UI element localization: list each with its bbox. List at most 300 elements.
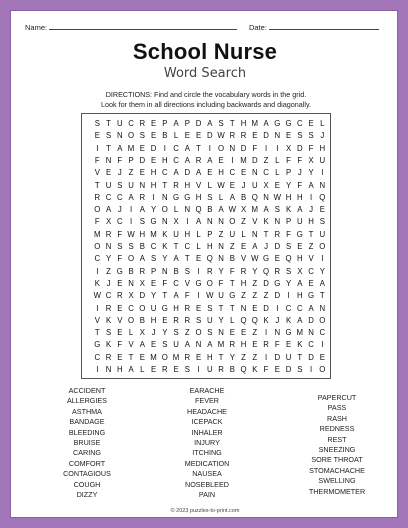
- grid-letter: Q: [285, 254, 292, 264]
- grid-letter: K: [263, 315, 269, 325]
- grid-letter: N: [229, 143, 236, 153]
- grid-letter: D: [285, 365, 292, 374]
- grid-letter: E: [218, 155, 224, 165]
- grid-letter: F: [297, 155, 303, 165]
- grid-letter: E: [150, 119, 157, 128]
- grid-letter: D: [274, 291, 281, 301]
- grid-letter: C: [105, 192, 112, 202]
- grid-letter: B: [229, 254, 235, 264]
- grid-letter: Y: [308, 168, 314, 178]
- grid-letter: G: [296, 229, 303, 239]
- grid-letter: T: [106, 119, 111, 128]
- grid-letter: K: [94, 278, 100, 288]
- grid-letter: U: [206, 365, 213, 374]
- grid-letter: S: [128, 242, 134, 251]
- grid-letter: P: [128, 155, 134, 165]
- grid-letter: R: [173, 315, 179, 325]
- grid-letter: C: [173, 278, 179, 288]
- grid-letter: R: [218, 365, 224, 374]
- grid-letter: E: [195, 352, 202, 362]
- grid-letter: P: [285, 217, 292, 227]
- grid-letter: M: [150, 229, 157, 239]
- grid-letter: I: [309, 365, 313, 374]
- grid-letter: U: [285, 352, 292, 362]
- grid-row: [82, 216, 330, 228]
- grid-letter: D: [263, 278, 269, 288]
- grid-letter: A: [128, 365, 134, 374]
- grid-letter: E: [308, 278, 314, 288]
- grid-row: [82, 339, 330, 351]
- grid-letter: Y: [319, 266, 325, 276]
- grid-letter: D: [195, 119, 202, 128]
- grid-row: [82, 167, 330, 179]
- grid-letter: N: [218, 217, 224, 227]
- grid-letter: X: [285, 143, 292, 153]
- grid-letter: H: [319, 143, 326, 153]
- grid-letter: R: [173, 180, 179, 190]
- grid-letter: I: [321, 340, 324, 350]
- grid-letter: C: [285, 303, 292, 313]
- name-label: Name:: [25, 23, 48, 32]
- grid-letter: O: [128, 131, 135, 141]
- grid-letter: X: [139, 328, 145, 338]
- grid-letter: Q: [263, 266, 270, 276]
- grid-letter: P: [184, 119, 190, 128]
- grid-letter: L: [196, 242, 201, 251]
- grid-letter: T: [263, 229, 269, 239]
- grid-row: [82, 118, 330, 130]
- grid-letter: M: [251, 205, 259, 215]
- grid-letter: J: [241, 180, 246, 190]
- grid-letter: V: [117, 315, 123, 325]
- grid-letter: W: [217, 131, 225, 141]
- grid-letter: R: [139, 119, 146, 128]
- grid-letter: R: [105, 229, 112, 239]
- grid-row: [82, 315, 330, 327]
- word-list-item: CONTAGIOUS: [63, 469, 111, 479]
- grid-letter: U: [150, 303, 157, 313]
- grid-letter: N: [128, 278, 134, 288]
- grid-letter: L: [140, 365, 145, 374]
- grid-letter: N: [105, 155, 112, 165]
- grid-letter: E: [274, 254, 280, 264]
- grid-letter: G: [308, 291, 315, 301]
- grid-letter: I: [264, 352, 268, 362]
- word-list-item: PAIN: [198, 490, 216, 500]
- grid-letter: R: [240, 266, 247, 276]
- grid-letter: G: [161, 303, 168, 313]
- grid-letter: T: [128, 352, 134, 362]
- word-list-item: FEVER: [195, 396, 219, 406]
- grid-letter: C: [308, 266, 314, 276]
- grid-letter: A: [128, 192, 134, 202]
- grid-letter: N: [308, 328, 314, 338]
- grid-letter: K: [285, 205, 292, 215]
- grid-letter: S: [319, 217, 325, 227]
- grid-letter: J: [106, 278, 111, 288]
- grid-row: [82, 352, 330, 364]
- grid-letter: S: [285, 266, 292, 276]
- grid-letter: S: [105, 131, 112, 141]
- grid-letter: E: [94, 131, 100, 141]
- directions-line-1: DIRECTIONS: Find and circle the vocabulary words in the grid.: [105, 90, 307, 99]
- grid-row: [82, 204, 330, 216]
- grid-letter: L: [196, 229, 201, 239]
- grid-letter: A: [139, 340, 145, 350]
- grid-letter: Z: [252, 291, 258, 301]
- grid-letter: U: [251, 180, 258, 190]
- grid-letter: E: [308, 119, 314, 128]
- grid-letter: C: [128, 119, 134, 128]
- grid-letter: F: [308, 143, 314, 153]
- word-list-item: NAUSEA: [192, 469, 222, 479]
- grid-letter: H: [184, 229, 191, 239]
- grid-letter: K: [105, 340, 112, 350]
- grid-letter: E: [319, 352, 325, 362]
- grid-letter: L: [275, 155, 280, 165]
- grid-letter: T: [106, 143, 111, 153]
- grid-letter: X: [173, 217, 179, 227]
- grid-letter: A: [218, 205, 224, 215]
- grid-letter: Q: [319, 192, 326, 202]
- grid-letter: C: [319, 328, 326, 338]
- grid-letter: S: [117, 180, 123, 190]
- grid-letter: D: [184, 168, 191, 178]
- grid-letter: Z: [241, 352, 246, 362]
- grid-letter: B: [240, 192, 247, 202]
- grid-letter: S: [150, 254, 157, 264]
- grid-row: [82, 327, 330, 339]
- grid-letter: U: [229, 229, 236, 239]
- grid-letter: D: [139, 155, 146, 165]
- grid-letter: F: [218, 278, 224, 288]
- grid-letter: E: [240, 242, 247, 251]
- grid-letter: A: [207, 155, 213, 165]
- grid-letter: A: [297, 205, 303, 215]
- name-line: [49, 22, 237, 30]
- grid-letter: G: [116, 266, 123, 276]
- word-list-item: SNEEZING: [318, 445, 356, 455]
- grid-letter: I: [96, 365, 99, 374]
- grid-letter: N: [240, 303, 247, 313]
- grid-row: [82, 130, 330, 142]
- grid-letter: D: [296, 143, 303, 153]
- grid-letter: H: [285, 192, 292, 202]
- grid-letter: N: [274, 131, 281, 141]
- grid-letter: F: [117, 254, 123, 264]
- grid-letter: Y: [105, 254, 112, 264]
- grid-letter: L: [230, 315, 235, 325]
- grid-letter: E: [297, 242, 303, 251]
- word-list-item: COUGH: [73, 479, 101, 489]
- grid-letter: A: [195, 168, 202, 178]
- word-list-item: MEDICATION: [184, 458, 230, 468]
- grid-letter: W: [217, 180, 225, 190]
- grid-letter: H: [116, 365, 123, 374]
- grid-letter: D: [240, 143, 247, 153]
- grid-letter: G: [229, 291, 236, 301]
- grid-letter: F: [286, 155, 291, 165]
- grid-letter: N: [218, 328, 224, 338]
- grid-letter: N: [274, 217, 281, 227]
- word-list-item: REDNESS: [319, 424, 355, 434]
- word-list-item: INJURY: [194, 438, 220, 448]
- grid-letter: M: [251, 119, 259, 128]
- grid-letter: N: [263, 192, 269, 202]
- grid-letter: T: [229, 119, 235, 128]
- grid-letter: O: [94, 242, 101, 251]
- grid-letter: N: [105, 242, 112, 251]
- grid-letter: U: [319, 229, 326, 239]
- grid-letter: R: [229, 131, 236, 141]
- grid-letter: Y: [252, 266, 258, 276]
- grid-letter: W: [228, 205, 236, 215]
- grid-letter: W: [93, 291, 101, 301]
- grid-letter: E: [285, 131, 292, 141]
- grid-letter: Y: [285, 278, 292, 288]
- grid-letter: D: [263, 303, 269, 313]
- grid-letter: I: [197, 291, 200, 301]
- word-list-item: ASTHMA: [72, 406, 102, 416]
- grid-letter: E: [240, 328, 247, 338]
- grid-letter: Q: [206, 254, 213, 264]
- grid-letter: N: [319, 303, 326, 313]
- grid-letter: E: [229, 180, 235, 190]
- grid-letter: R: [184, 315, 191, 325]
- grid-letter: J: [297, 168, 302, 178]
- grid-letter: Z: [184, 328, 190, 338]
- grid-letter: T: [94, 328, 100, 338]
- grid-letter: H: [296, 291, 303, 301]
- grid-letter: T: [229, 278, 235, 288]
- grid-letter: G: [274, 278, 281, 288]
- grid-letter: Y: [150, 205, 157, 215]
- grid-letter: Q: [240, 315, 247, 325]
- grid-letter: H: [161, 155, 168, 165]
- grid-letter: I: [197, 266, 200, 276]
- grid-letter: E: [252, 340, 258, 350]
- grid-letter: I: [208, 143, 211, 153]
- grid-letter: E: [105, 168, 112, 178]
- word-list-item: ACCIDENT: [68, 386, 106, 395]
- grid-letter: R: [139, 192, 146, 202]
- grid-letter: E: [285, 340, 292, 350]
- grid-letter: E: [195, 303, 202, 313]
- grid-letter: J: [117, 205, 122, 215]
- grid-letter: F: [229, 266, 235, 276]
- directions: [47, 90, 365, 110]
- grid-letter: T: [308, 229, 314, 239]
- word-list-column-2: [167, 386, 247, 500]
- word-list-item: COMFORT: [68, 458, 106, 468]
- grid-letter: U: [116, 119, 123, 128]
- grid-letter: C: [94, 352, 101, 362]
- word-list-item: ICEPACK: [191, 417, 223, 427]
- grid-letter: S: [139, 131, 145, 141]
- grid-letter: Y: [150, 291, 157, 301]
- grid-letter: L: [275, 168, 280, 178]
- grid-letter: I: [163, 143, 166, 153]
- grid-letter: H: [240, 278, 247, 288]
- grid-letter: O: [218, 143, 225, 153]
- word-list-item: PASS: [327, 403, 347, 413]
- grid-letter: B: [207, 205, 213, 215]
- grid-letter: Z: [263, 155, 269, 165]
- grid-letter: D: [251, 155, 258, 165]
- grid-letter: H: [173, 303, 179, 313]
- grid-letter: A: [308, 303, 314, 313]
- grid-letter: V: [94, 168, 100, 178]
- grid-letter: Z: [263, 291, 269, 301]
- grid-letter: Z: [218, 229, 224, 239]
- grid-letter: N: [161, 192, 168, 202]
- grid-letter: I: [264, 328, 268, 338]
- grid-letter: G: [173, 192, 180, 202]
- date-label: Date:: [249, 23, 267, 32]
- grid-letter: L: [207, 180, 212, 190]
- grid-letter: X: [240, 205, 247, 215]
- grid-letter: E: [252, 303, 258, 313]
- grid-letter: R: [105, 352, 112, 362]
- grid-letter: J: [275, 315, 280, 325]
- grid-letter: E: [229, 328, 235, 338]
- grid-letter: X: [297, 266, 303, 276]
- grid-letter: B: [173, 266, 179, 276]
- grid-letter: R: [229, 340, 236, 350]
- grid-letter: F: [252, 143, 258, 153]
- grid-letter: T: [218, 303, 224, 313]
- grid-letter: O: [319, 315, 326, 325]
- grid-letter: Z: [229, 242, 235, 251]
- grid-letter: E: [117, 303, 123, 313]
- grid-letter: Z: [252, 278, 258, 288]
- grid-letter: J: [264, 242, 268, 251]
- grid-letter: A: [173, 168, 179, 178]
- date-row: [249, 22, 379, 32]
- grid-letter: L: [173, 205, 179, 215]
- grid-letter: O: [128, 254, 135, 264]
- grid-letter: M: [296, 328, 304, 338]
- word-list-item: REST: [327, 434, 347, 444]
- grid-letter: E: [252, 131, 258, 141]
- grid-letter: F: [274, 340, 280, 350]
- grid-letter: L: [173, 131, 179, 141]
- date-line: [269, 22, 379, 30]
- grid-letter: M: [172, 352, 180, 362]
- grid-letter: A: [173, 291, 179, 301]
- grid-letter: C: [116, 217, 123, 227]
- grid-letter: N: [206, 217, 213, 227]
- grid-letter: H: [240, 340, 247, 350]
- grid-letter: G: [263, 254, 270, 264]
- grid-letter: A: [117, 143, 123, 153]
- grid-letter: U: [105, 180, 112, 190]
- grid-letter: S: [207, 328, 213, 338]
- word-list-column-1: [47, 386, 127, 500]
- grid-letter: B: [128, 266, 134, 276]
- grid-letter: S: [218, 119, 224, 128]
- grid-letter: F: [286, 229, 291, 239]
- grid-letter: W: [127, 229, 135, 239]
- grid-letter: A: [263, 205, 269, 215]
- grid-letter: M: [127, 143, 135, 153]
- directions-line-2: Look for them in all directions including backwards and diagonally.: [100, 100, 312, 109]
- grid-letter: A: [229, 192, 235, 202]
- grid-letter: H: [240, 119, 247, 128]
- grid-letter: T: [319, 291, 325, 301]
- grid-letter: R: [105, 303, 112, 313]
- grid-letter: N: [139, 180, 146, 190]
- grid-letter: Y: [218, 266, 224, 276]
- grid-letter: H: [150, 315, 157, 325]
- grid-letter: T: [218, 352, 224, 362]
- grid-letter: L: [320, 119, 325, 128]
- grid-row: [82, 253, 330, 265]
- grid-letter: R: [184, 352, 191, 362]
- grid-letter: R: [263, 340, 269, 350]
- word-list-item: HEADACHE: [187, 406, 227, 416]
- grid-letter: E: [274, 180, 280, 190]
- grid-letter: A: [319, 278, 325, 288]
- word-list-item: SORE THROAT: [311, 455, 363, 465]
- grid-letter: T: [162, 291, 168, 301]
- grid-letter: Y: [218, 315, 224, 325]
- grid-letter: E: [207, 168, 213, 178]
- grid-letter: L: [128, 328, 134, 338]
- grid-letter: O: [229, 217, 236, 227]
- grid-letter: V: [252, 217, 258, 227]
- grid-letter: E: [139, 143, 145, 153]
- grid-letter: C: [263, 168, 269, 178]
- grid-row: [82, 143, 330, 155]
- grid-letter: H: [195, 192, 202, 202]
- grid-letter: T: [184, 254, 190, 264]
- grid-letter: W: [206, 291, 214, 301]
- page-title: School Nurse: [132, 39, 278, 64]
- grid-letter: A: [195, 217, 202, 227]
- grid-letter: L: [241, 229, 246, 239]
- grid-letter: D: [139, 291, 146, 301]
- grid-letter: Y: [229, 352, 235, 362]
- grid-letter: M: [150, 352, 157, 362]
- grid-letter: S: [162, 340, 168, 350]
- word-list-item: RASH: [327, 413, 347, 423]
- grid-letter: U: [173, 229, 179, 239]
- grid-letter: X: [105, 217, 112, 227]
- grid-letter: G: [150, 217, 157, 227]
- grid-letter: V: [308, 254, 314, 264]
- grid-letter: H: [206, 242, 213, 251]
- grid-letter: A: [173, 254, 179, 264]
- word-list-item: ITCHING: [192, 448, 222, 458]
- word-list-item: SWELLING: [318, 476, 356, 486]
- grid-letter: F: [162, 278, 168, 288]
- grid-letter: K: [162, 229, 168, 239]
- grid-letter: H: [139, 229, 146, 239]
- grid-letter: F: [94, 217, 100, 227]
- grid-letter: S: [94, 119, 100, 128]
- grid-letter: W: [273, 192, 281, 202]
- grid-letter: F: [117, 340, 123, 350]
- grid-row: [82, 229, 330, 241]
- grid-letter: G: [94, 340, 101, 350]
- grid-letter: A: [173, 119, 179, 128]
- grid-letter: A: [297, 315, 303, 325]
- grid-letter: A: [207, 340, 213, 350]
- grid-letter: Z: [241, 291, 246, 301]
- grid-letter: O: [319, 242, 326, 251]
- grid-letter: H: [150, 180, 157, 190]
